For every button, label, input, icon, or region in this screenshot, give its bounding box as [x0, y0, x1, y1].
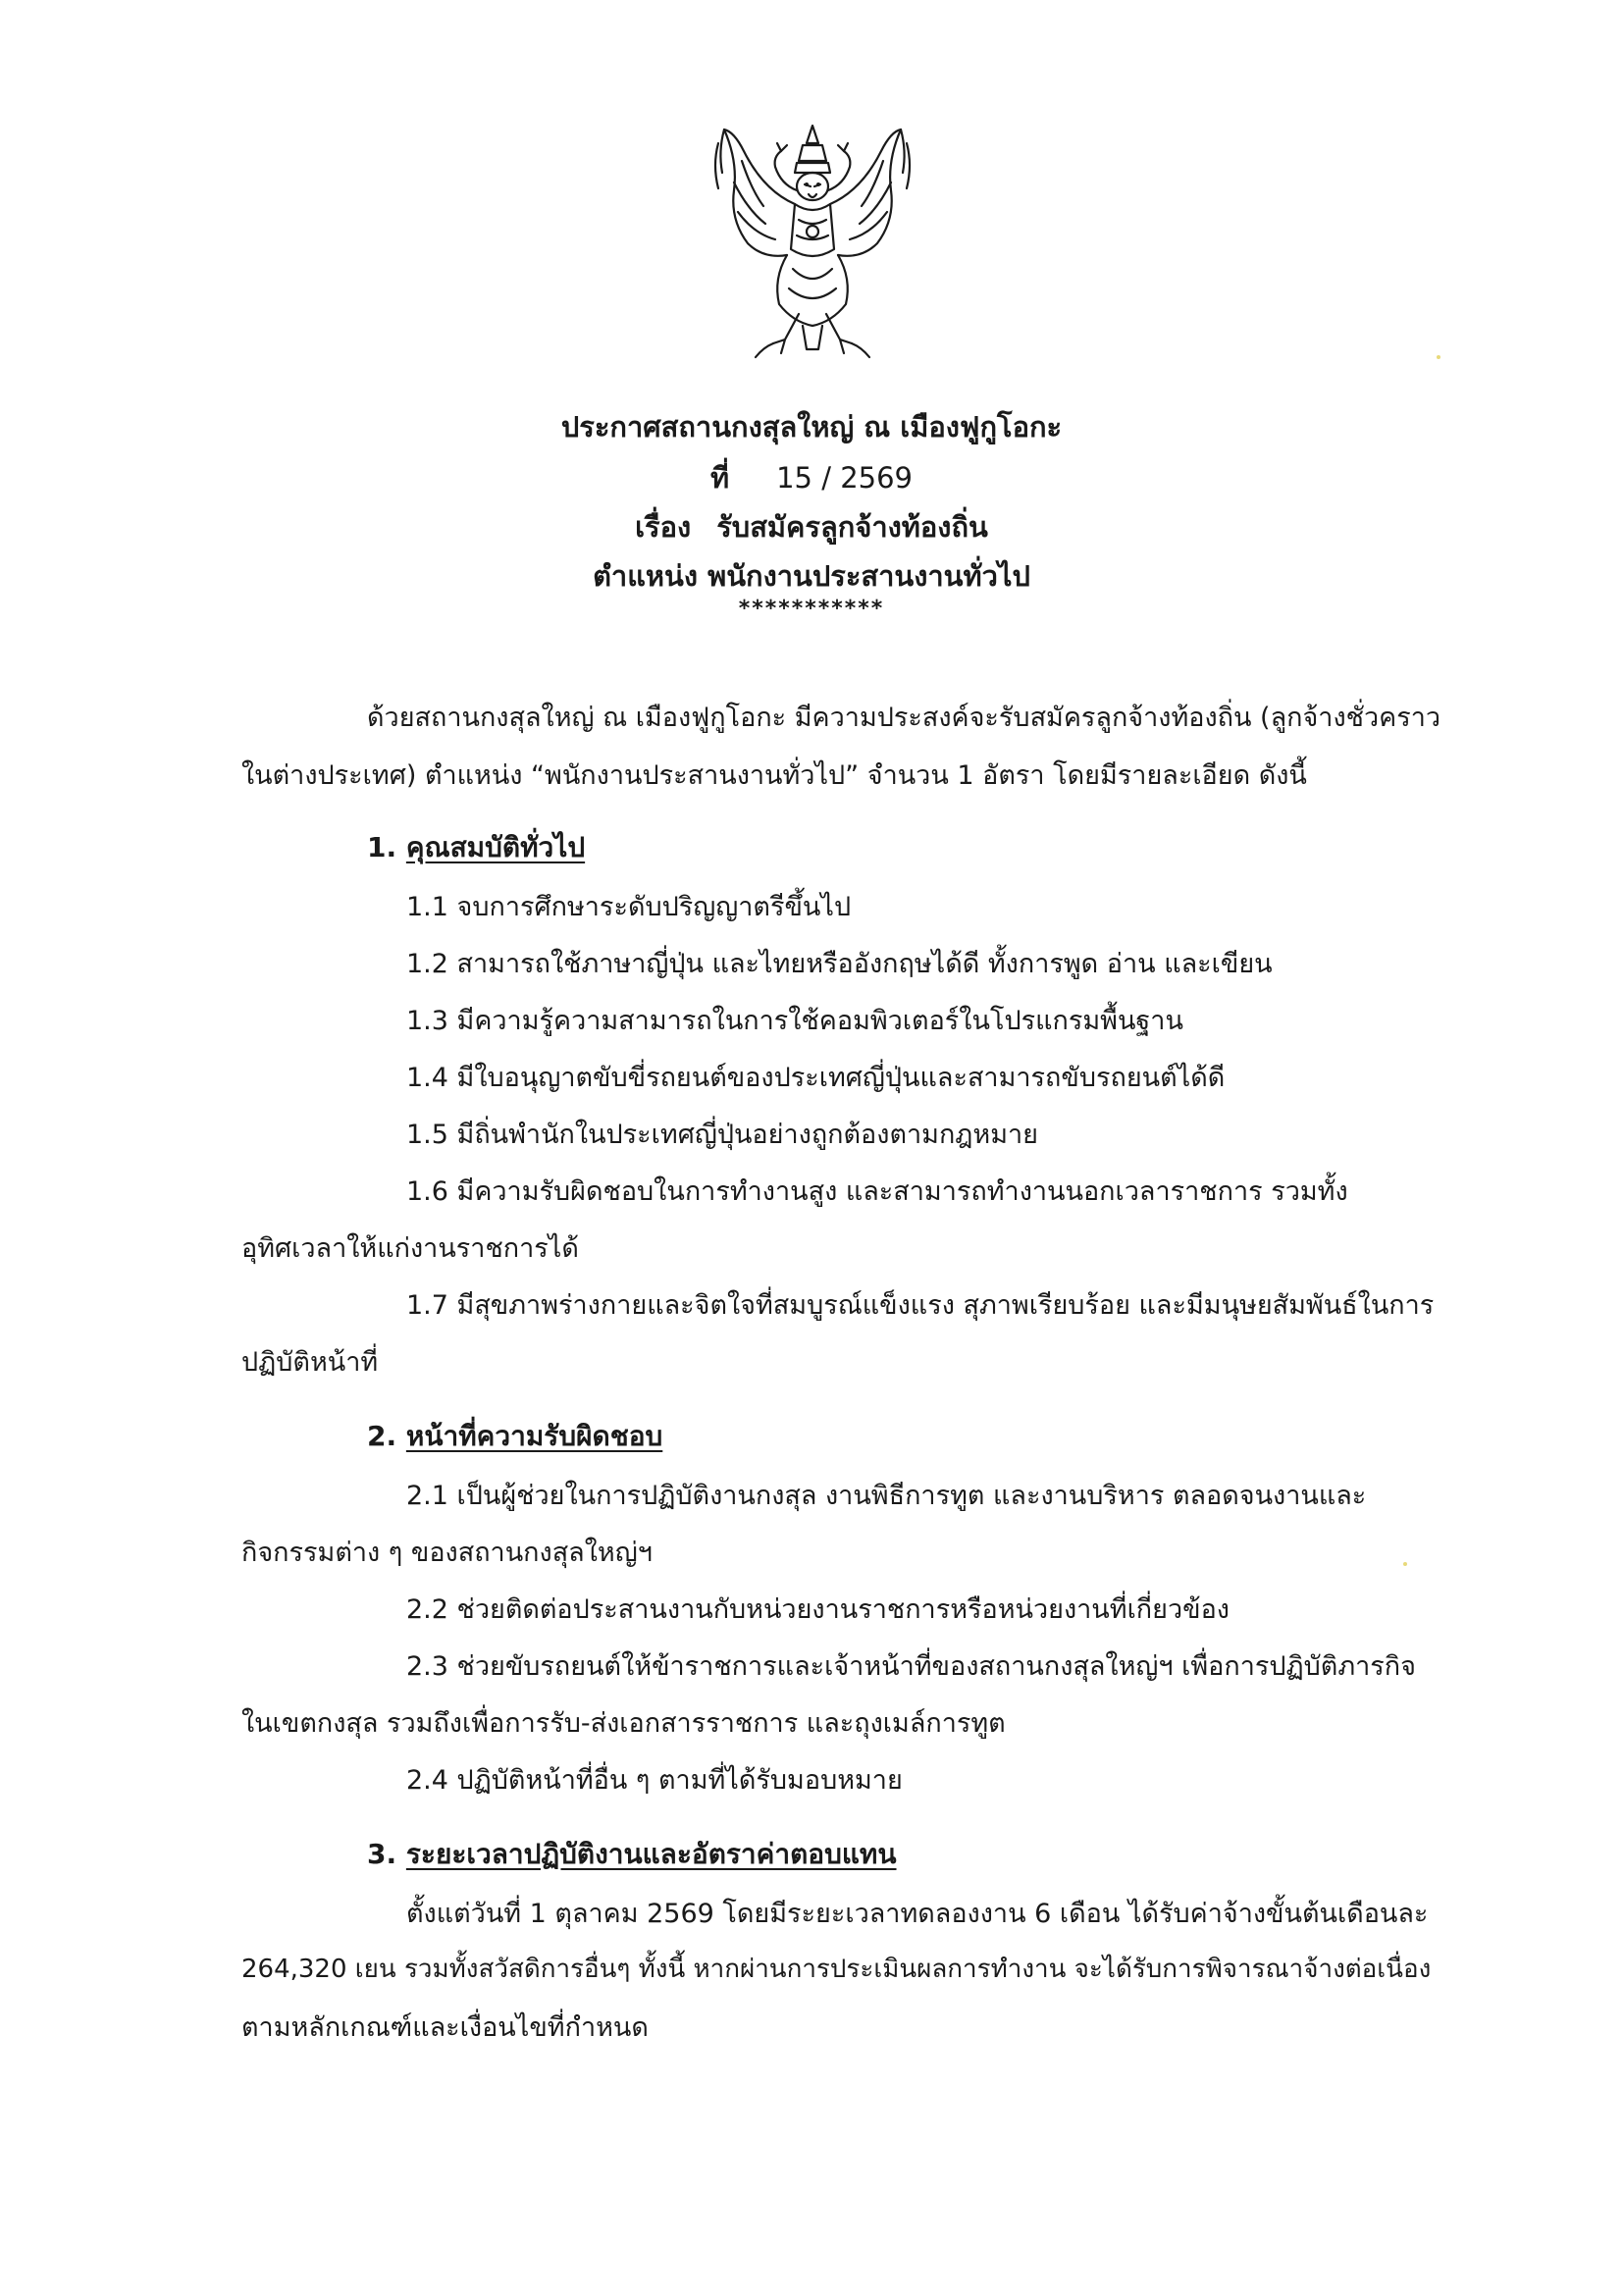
list-item: 2.4 ปฏิบัติหน้าที่อื่น ๆ ตามที่ได้รับมอบหมาย: [406, 1765, 903, 1796]
section-2-number: 2.: [367, 1420, 397, 1452]
list-item: 2.2 ช่วยติดต่อประสานงานกับหน่วยงานราชการหรือหน่วยงานที่เกี่ยวข้อง: [406, 1594, 1230, 1625]
intro-line-1: ด้วยสถานกงสุลใหญ่ ณ เมืองฟูกูโอกะ มีความประสงค์จะรับสมัครลูกจ้างท้องถิ่น (ลูกจ้างชั่วคราว: [367, 703, 1441, 733]
list-item-continuation: อุทิศเวลาให้แก่งานราชการได้: [241, 1233, 579, 1264]
section-3-heading: [367, 1833, 897, 1876]
number-value: 15 / 2569: [776, 461, 914, 495]
position-title: ตำแหน่ง พนักงานประสานงานทั่วไป: [593, 559, 1030, 593]
paragraph-line: 264,320 เยน รวมทั้งสวัสดิการอื่นๆ ทั้งนี้ หากผ่านการประเมินผลการทำงาน จะได้รับการพิจารณาจ้างต่อเนื่อง: [241, 1955, 1432, 1984]
list-item-continuation: กิจกรรมต่าง ๆ ของสถานกงสุลใหญ่ฯ: [241, 1538, 653, 1568]
section-3-title: ระยะเวลาปฏิบัติงานและอัตราค่าตอบแทน: [405, 1838, 897, 1870]
list-item: 1.2 สามารถใช้ภาษาญี่ปุ่น และไทยหรืออังกฤษได้ดี ทั้งการพูด อ่าน และเขียน: [406, 949, 1273, 979]
list-item: 1.4 มีใบอนุญาตขับขี่รถยนต์ของประเทศญี่ปุ่นและสามารถขับรถยนต์ได้ดี: [406, 1063, 1226, 1093]
scan-speck: [1403, 1562, 1407, 1566]
list-item-continuation: ในเขตกงสุล รวมถึงเพื่อการรับ-ส่งเอกสารราชการ และถุงเมล์การทูต: [241, 1708, 1006, 1739]
list-item: 1.1 จบการศึกษาระดับปริญญาตรีขึ้นไป: [406, 892, 852, 922]
list-item: 1.6 มีความรับผิดชอบในการทำงานสูง และสามารถทำงานนอกเวลาราชการ รวมทั้ง: [406, 1176, 1348, 1207]
list-item: 1.7 มีสุขภาพร่างกายและจิตใจที่สมบูรณ์แข็งแรง สุภาพเรียบร้อย และมีมนุษยสัมพันธ์ในการ: [406, 1290, 1435, 1321]
list-item: 2.3 ช่วยขับรถยนต์ให้ข้าราชการและเจ้าหน้าที่ของสถานกงสุลใหญ่ฯ เพื่อการปฏิบัติภารกิจ: [406, 1651, 1416, 1682]
list-item-continuation: ปฏิบัติหน้าที่: [241, 1347, 379, 1378]
paragraph-line: ตั้งแต่วันที่ 1 ตุลาคม 2569 โดยมีระยะเวลาทดลองงาน 6 เดือน ได้รับค่าจ้างขั้นต้นเดือนละ: [406, 1899, 1429, 1929]
section-2-heading: [367, 1415, 662, 1458]
section-1-title: คุณสมบัติทั่วไป: [405, 831, 586, 863]
section-1-heading: [367, 826, 585, 869]
section-3-number: 3.: [367, 1838, 397, 1870]
list-item: 1.3 มีความรู้ความสามารถในการใช้คอมพิวเตอร์ในโปรแกรมพื้นฐาน: [406, 1006, 1183, 1036]
garuda-emblem-icon: [705, 122, 920, 362]
announcement-number: [0, 455, 1623, 500]
paragraph-line: ตามหลักเกณฑ์และเงื่อนไขที่กำหนด: [241, 2012, 649, 2043]
list-item: 2.1 เป็นผู้ช่วยในการปฏิบัติงานกงสุล งานพิธีการทูต และงานบริหาร ตลอดจนงานและ: [406, 1481, 1367, 1511]
section-1-number: 1.: [367, 831, 397, 863]
intro-line-2: ในต่างประเทศ) ตำแหน่ง “พนักงานประสานงานทั่วไป” จำนวน 1 อัตรา โดยมีรายละเอียด ดังนี้: [241, 760, 1307, 791]
section-2-title: หน้าที่ความรับผิดชอบ: [405, 1420, 663, 1452]
announcement-title: ประกาศสถานกงสุลใหญ่ ณ เมืองฟูกูโอกะ: [560, 410, 1063, 444]
number-label: ที่: [709, 461, 730, 495]
announcement-subject: [0, 504, 1623, 549]
subject-label: เรื่อง: [635, 510, 692, 544]
separator-stars: ***********: [738, 597, 885, 621]
subject-value: รับสมัครลูกจ้างท้องถิ่น: [716, 510, 988, 544]
list-item: 1.5 มีถิ่นพำนักในประเทศญี่ปุ่นอย่างถูกต้องตามกฎหมาย: [406, 1120, 1038, 1150]
scan-speck: [1437, 355, 1440, 359]
